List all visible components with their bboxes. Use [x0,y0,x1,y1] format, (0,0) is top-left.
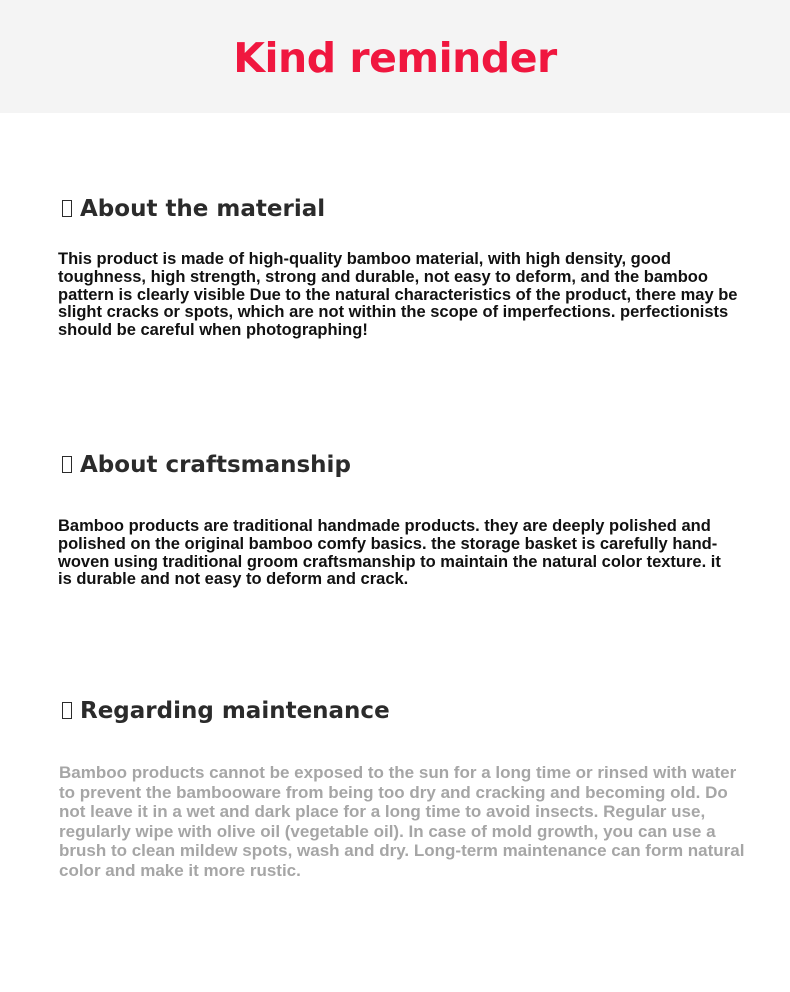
box-glyph-icon [62,200,72,217]
section-heading-craftsmanship [62,450,351,480]
section-text-maintenance: Bamboo products cannot be exposed to the sun for a long time or rinsed with water to prevent the bambooware from being too dry and cracking and becoming old. Do not leave it in a wet and dark place for a long time to avoid insects. Regular use, regularly wipe with olive oil (vegetable oil). In case of mold growth, you can use a brush to clean mildew spots, wash and dry. Long-term maintenance can form natural color and make it more rustic. [59,763,745,880]
section-heading-maintenance [62,696,390,726]
header-banner [0,0,790,113]
box-glyph-icon [62,456,72,473]
page-title: Kind reminder [233,34,557,82]
section-heading-label: Regarding maintenance [80,698,390,724]
section-text-material: This product is made of high-quality bamboo material, with high density, good toughness, high strength, strong and durable, not easy to deform, and the bamboo pattern is clearly visible Due to the natural characteristics of the product, there may be slight cracks or spots, which are not within the scope of imperfections. perfectionists should be careful when photographing! [58,250,738,340]
box-glyph-icon [62,702,72,719]
section-heading-label: About the material [80,196,326,222]
section-heading-label: About craftsmanship [80,452,351,478]
section-heading-material [62,194,325,224]
section-text-craftsmanship: Bamboo products are traditional handmade products. they are deeply polished and polished on the original bamboo comfy basics. the storage basket is carefully hand-woven using traditional groom craftsmanship to maintain the natural color texture. it is durable and not easy to deform and crack. [58,517,721,589]
